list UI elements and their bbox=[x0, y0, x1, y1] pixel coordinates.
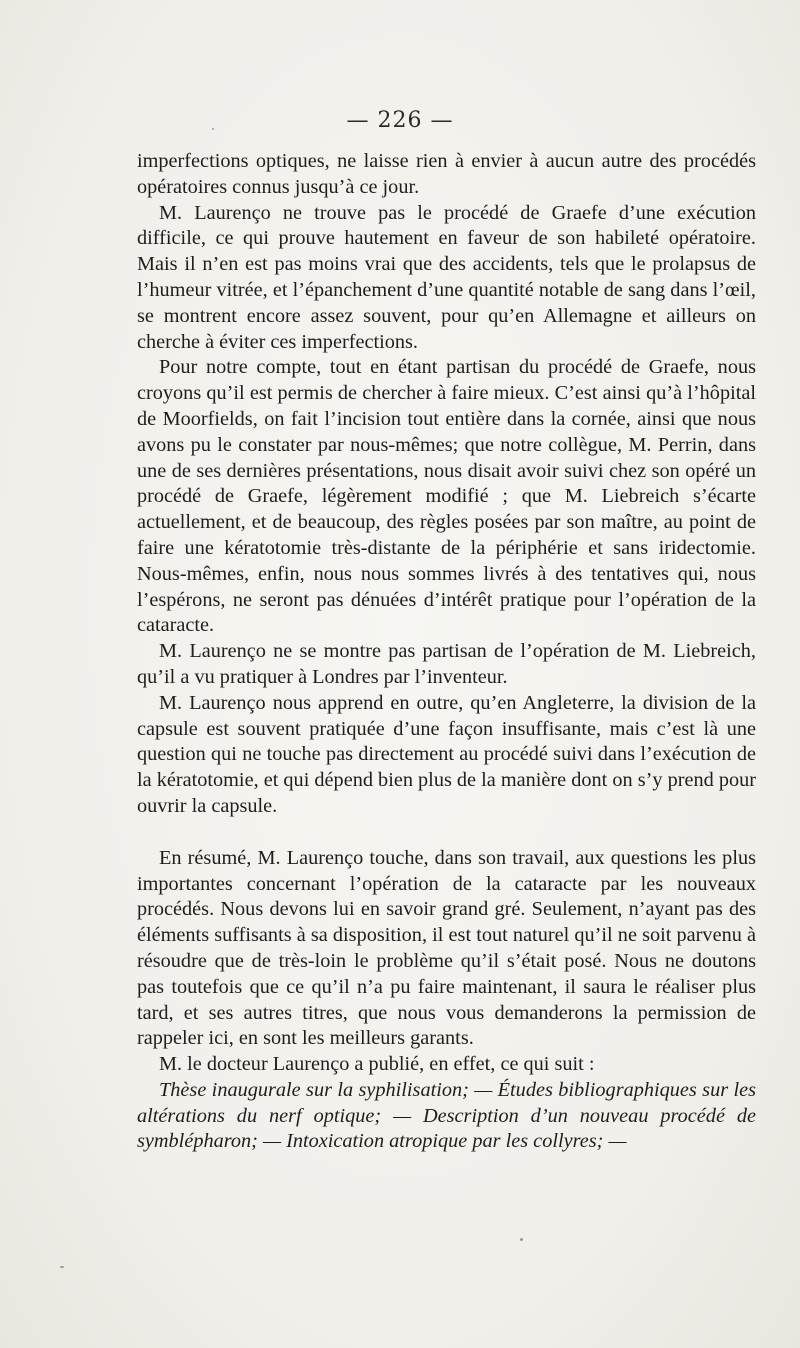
paragraph-summary: En résumé, M. Laurenço touche, dans son travail, aux questions les plus importantes concernant l’opération de la cataracte par les nouveaux procédés. Nous devons lui en savoir grand gré. Seulement, n’ayant pas des éléments suffisants à sa disposition, il est tout naturel qu’il ne soit parvenu à résoudre que de très-loin le problème qu’il s’était posé. Nous ne doutons pas toutefois que ce qu’il n’a pu faire maintenant, il saura le réaliser plus tard, et ses autres titres, que nous vous demanderons la permission de rappeler ici, en sont les meilleurs garants. bbox=[137, 846, 756, 1050]
paragraph-graefe-procedure: M. Laurenço ne trouve pas le procédé de Graefe d’une exécution difficile, ce qui prouve hautement en faveur de son habileté opératoire. Mais il n’en est pas moins vrai que des accidents, tels que le prolapsus de l’humeur vitrée, et l’épanchement d’une quantité notable de sang dans l’œil, se montrent encore assez souvent, pour qu’en Allemagne et ailleurs on cherche à éviter ces imperfections. bbox=[137, 201, 756, 353]
page-number: — 226 — bbox=[346, 108, 454, 133]
paragraph-publications-intro: M. le docteur Laurenço a publié, en effet, ce qui suit : bbox=[159, 1053, 595, 1076]
paper-speck bbox=[212, 128, 214, 130]
paragraph-publications-list: Thèse inaugurale sur la syphilisation; — Études bibliographiques sur les altérations du nerf optique; — Description d’un nouveau procédé de symblépharon; — Intoxication atropique par les collyres; — bbox=[137, 1078, 756, 1153]
paragraph-capsule-division: M. Laurenço nous apprend en outre, qu’en Angleterre, la division de la capsule est souvent pratiquée d’une façon insuffisante, mais c’est là une question qui ne touche pas directement au procédé suivi dans l’exécution de la kératotomie, et qui dépend bien plus de la manière dont on s’y prend pour ouvrir la capsule. bbox=[137, 691, 756, 817]
body-text bbox=[137, 149, 756, 1155]
paper-speck bbox=[520, 1238, 523, 1241]
paragraph-liebreich: M. Laurenço ne se montre pas partisan de l’opération de M. Liebreich, qu’il a vu pratiquer à Londres par l’inventeur. bbox=[137, 640, 756, 688]
paragraph-continuation: imperfections optiques, ne laisse rien à envier à aucun autre des procédés opératoires connus jusqu’à ce jour. bbox=[137, 150, 756, 198]
paper-speck bbox=[60, 1266, 64, 1268]
paragraph-our-view: Pour notre compte, tout en étant partisan du procédé de Graefe, nous croyons qu’il est permis de chercher à faire mieux. C’est ainsi qu’à l’hôpital de Moorfields, on fait l’incision tout entière dans la cornée, ainsi que nous avons pu le constater par nous-mêmes; que notre collègue, M. Perrin, dans une de ses dernières présentations, nous disait avoir suivi chez son opéré un procédé de Graefe, légèrement modifié ; que M. Liebreich s’écarte actuellement, et de beaucoup, des règles posées par son maître, au point de faire une kératotomie très-distante de la périphérie et sans iridectomie. Nous-mêmes, enfin, nous nous sommes livrés à des tentatives qui, nous l’espérons, ne seront pas dénuées d’intérêt pratique pour l’opération de la cataracte. bbox=[137, 356, 756, 637]
